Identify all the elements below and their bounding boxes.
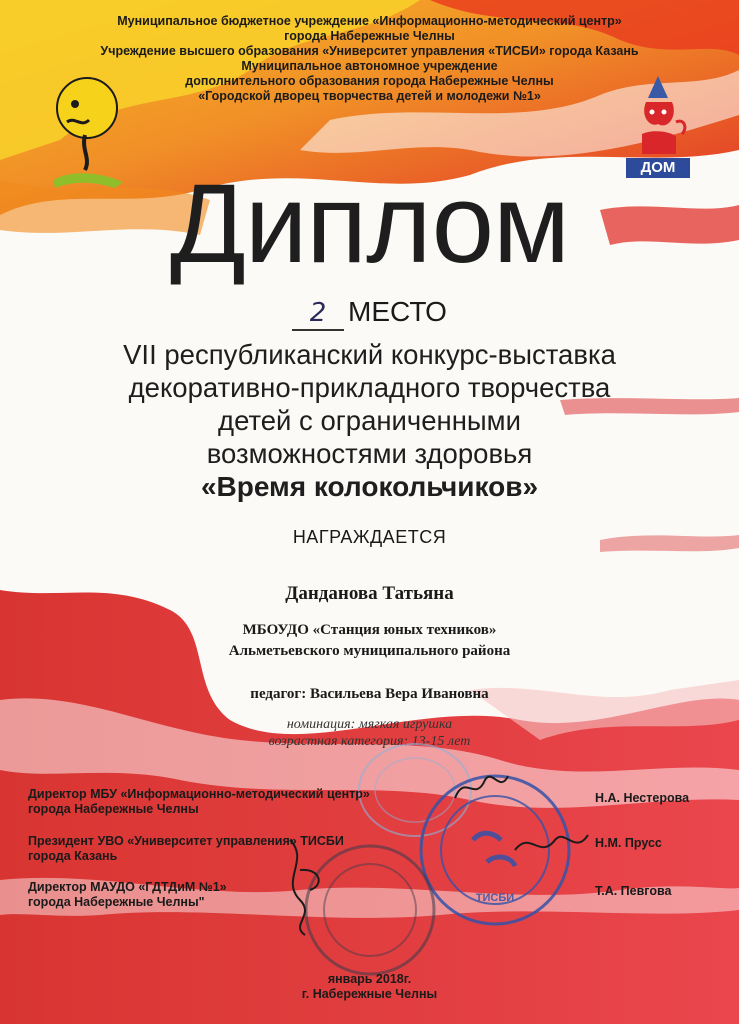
header-line: Учреждение высшего образования «Университет управления «ТИСБИ» города Казань — [100, 44, 639, 58]
organization-block — [0, 620, 739, 662]
footer-block — [0, 972, 739, 1002]
signature-name: Н.М. Прусс — [595, 836, 662, 850]
contest-line: VII республиканский конкурс-выставка — [123, 339, 616, 370]
header-line: «Городской дворец творчества детей и молодежи №1» — [198, 89, 541, 103]
position-line: города Набережные Челны — [28, 802, 199, 816]
recipient-name: Данданова Татьяна — [285, 583, 454, 604]
signature-name: Н.А. Нестерова — [595, 791, 690, 805]
signature-scribble-icon — [450, 768, 510, 808]
stamp-text: ТИСБИ — [475, 892, 515, 904]
footer-date: январь 2018г. — [327, 972, 412, 986]
signature-name: Т.А. Певгова — [595, 884, 672, 898]
contest-block — [0, 338, 739, 504]
signature-scribble-icon — [510, 820, 590, 870]
signature-position — [28, 880, 227, 910]
org-line: Альметьевского муниципального района — [228, 643, 511, 659]
place-line — [0, 296, 739, 331]
contest-line: декоративно-прикладного творчества — [128, 372, 611, 403]
contest-line: детей с ограниченными — [218, 405, 521, 436]
age-category: возрастная категория: 13-15 лет — [268, 734, 471, 749]
position-line: города Казань — [28, 849, 118, 863]
place-label: МЕСТО — [348, 296, 447, 327]
place-number: 2 — [292, 297, 344, 331]
position-line: города Набережные Челны" — [28, 895, 205, 909]
contest-name: «Время колокольчиков» — [200, 471, 539, 502]
footer-city: г. Набережные Челны — [301, 987, 438, 1001]
signature-position — [28, 834, 344, 864]
diploma-title: Диплом — [170, 161, 569, 286]
header-block — [0, 14, 739, 104]
nomination: номинация: мягкая игрушка — [286, 717, 453, 732]
position-line: Директор МАУДО «ГДТДиМ №1» — [28, 880, 227, 894]
header-line: города Набережные Челны — [284, 29, 455, 43]
position-line: Президент УВО «Университет управления» ТИСБИ — [28, 834, 344, 848]
header-line: Муниципальное бюджетное учреждение «Информационно-методический центр» — [117, 14, 622, 28]
position-line: Директор МБУ «Информационно-методический центр» — [28, 787, 370, 801]
teacher-line: педагог: Васильева Вера Ивановна — [250, 686, 489, 702]
awarded-label: НАГРАЖДАЕТСЯ — [292, 527, 447, 547]
header-line: дополнительного образования города Набережные Челны — [185, 74, 554, 88]
contest-line: возможностями здоровья — [206, 438, 533, 469]
header-line: Муниципальное автономное учреждение — [241, 59, 498, 73]
signature-position — [28, 787, 370, 817]
dom-logo-label: ДОМ — [626, 158, 690, 178]
org-line: МБОУДО «Станция юных техников» — [242, 622, 497, 638]
